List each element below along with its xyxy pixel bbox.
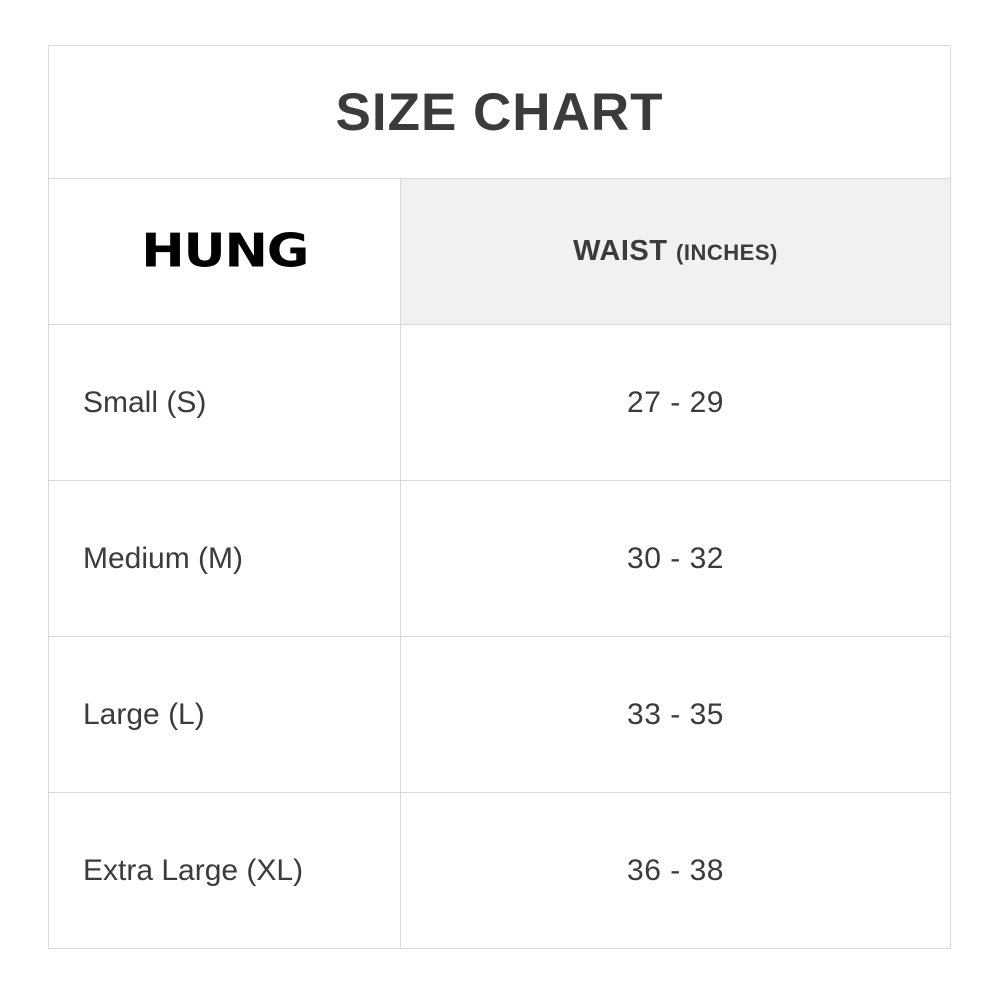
header-cell-brand [49, 179, 401, 324]
cell-waist [401, 325, 950, 480]
size-chart-table [48, 45, 951, 949]
column-header-waist-unit: (INCHES) [676, 240, 778, 265]
waist-value: 36 - 38 [627, 853, 724, 887]
cell-size [49, 793, 401, 948]
page-title: SIZE CHART [335, 82, 664, 142]
waist-value: 33 - 35 [627, 697, 724, 731]
chart-title-row [49, 46, 950, 179]
cell-size [49, 637, 401, 792]
table-row [49, 481, 950, 637]
size-label: Medium (M) [83, 541, 244, 575]
cell-waist [401, 793, 950, 948]
column-header-waist [573, 235, 778, 268]
column-header-waist-main: WAIST [573, 235, 677, 267]
table-row [49, 325, 950, 481]
cell-waist [401, 481, 950, 636]
size-label: Large (L) [83, 697, 205, 731]
table-row [49, 793, 950, 949]
size-label: Extra Large (XL) [83, 853, 304, 887]
cell-waist [401, 637, 950, 792]
cell-size [49, 481, 401, 636]
waist-value: 30 - 32 [627, 541, 724, 575]
waist-value: 27 - 29 [627, 385, 724, 419]
brand-logo: HUNG [141, 224, 308, 279]
cell-size [49, 325, 401, 480]
table-row [49, 637, 950, 793]
header-cell-waist [401, 179, 950, 324]
table-header-row [49, 179, 950, 325]
size-label: Small (S) [83, 385, 207, 419]
